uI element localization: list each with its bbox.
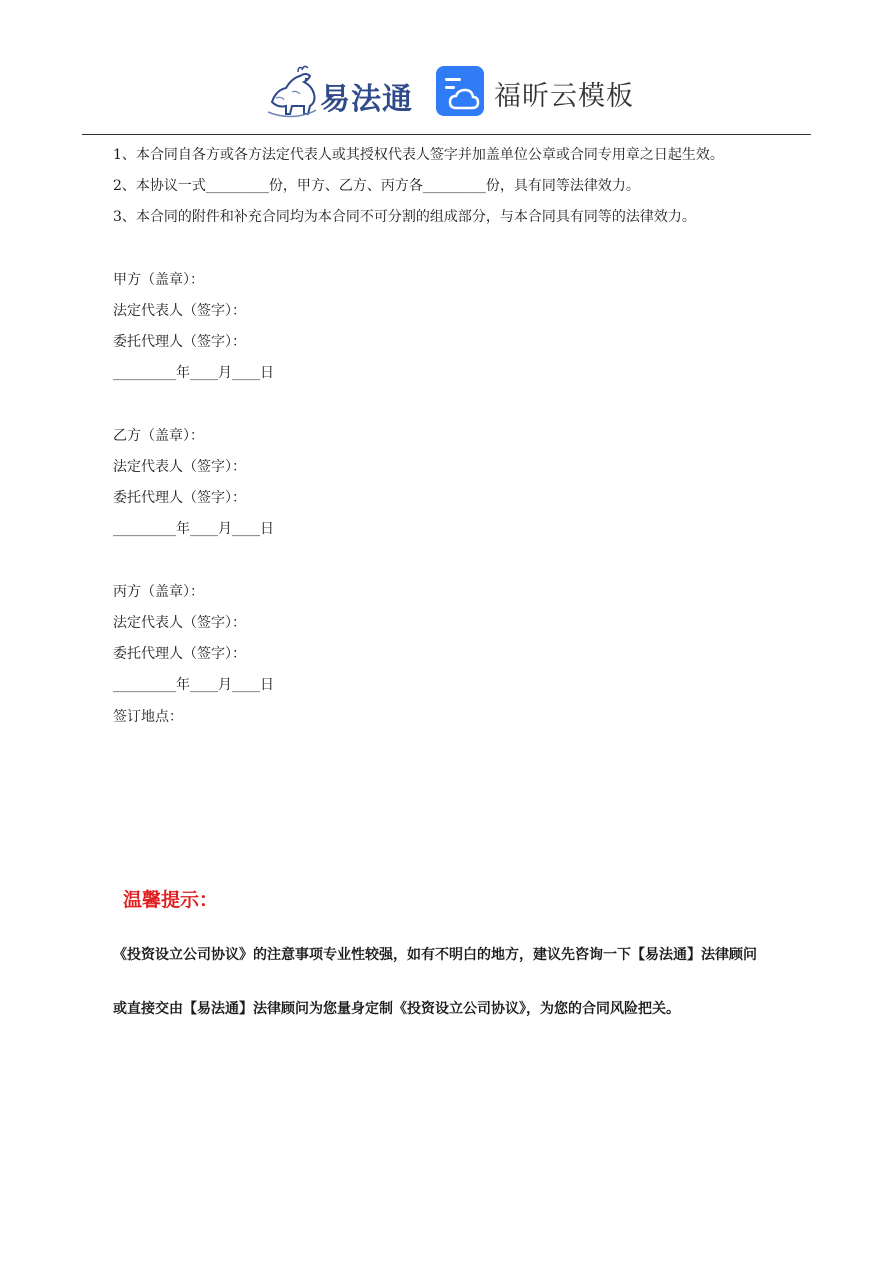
party-c-agent: 委托代理人（签字）： [113,646,246,662]
party-c-date: _________年____月____日 [113,677,274,693]
header-divider [82,134,811,135]
tip-line-2: 或直接交由【易法通】法律顾问为您量身定制《投资设立公司协议》，为您的合同风险把关。 [113,1001,680,1017]
clause-3: 3、本合同的附件和补充合同均为本合同不可分割的组成部分，与本合同具有同等的法律效力。 [113,209,696,225]
party-b-date: _________年____月____日 [113,521,274,537]
clause-1: 1、本合同自各方或各方法定代表人或其授权代表人签字并加盖单位公章或合同专用章之日起生效。 [113,147,724,163]
clause-2: 2、本协议一式_________份，甲方、乙方、丙方各_________份，具有同等法律效力。 [113,178,640,194]
party-a-agent: 委托代理人（签字）： [113,334,246,350]
foxit-template-logo [436,66,636,116]
party-b-legal-rep: 法定代表人（签字）： [113,459,246,475]
party-a-legal-rep: 法定代表人（签字）： [113,303,246,319]
qilin-icon [262,62,320,120]
foxit-template-logo-text: 福昕云模板 [494,81,634,112]
yifatong-logo-text: 易法通 [320,82,413,117]
signing-place: 签订地点： [113,709,183,725]
cloud-document-icon [436,66,484,116]
party-c-legal-rep: 法定代表人（签字）： [113,615,246,631]
document-header [0,58,893,124]
party-a-date: _________年____月____日 [113,365,274,381]
party-c-seal: 丙方（盖章）： [113,584,204,600]
party-b-seal: 乙方（盖章）： [113,428,204,444]
yifatong-logo [262,62,414,120]
tip-line-1: 《投资设立公司协议》的注意事项专业性较强，如有不明白的地方，建议先咨询一下【易法通】法律顾问 [113,947,757,963]
tip-title: 温馨提示： [123,889,219,911]
party-b-agent: 委托代理人（签字）： [113,490,246,506]
party-a-seal: 甲方（盖章）： [113,272,204,288]
